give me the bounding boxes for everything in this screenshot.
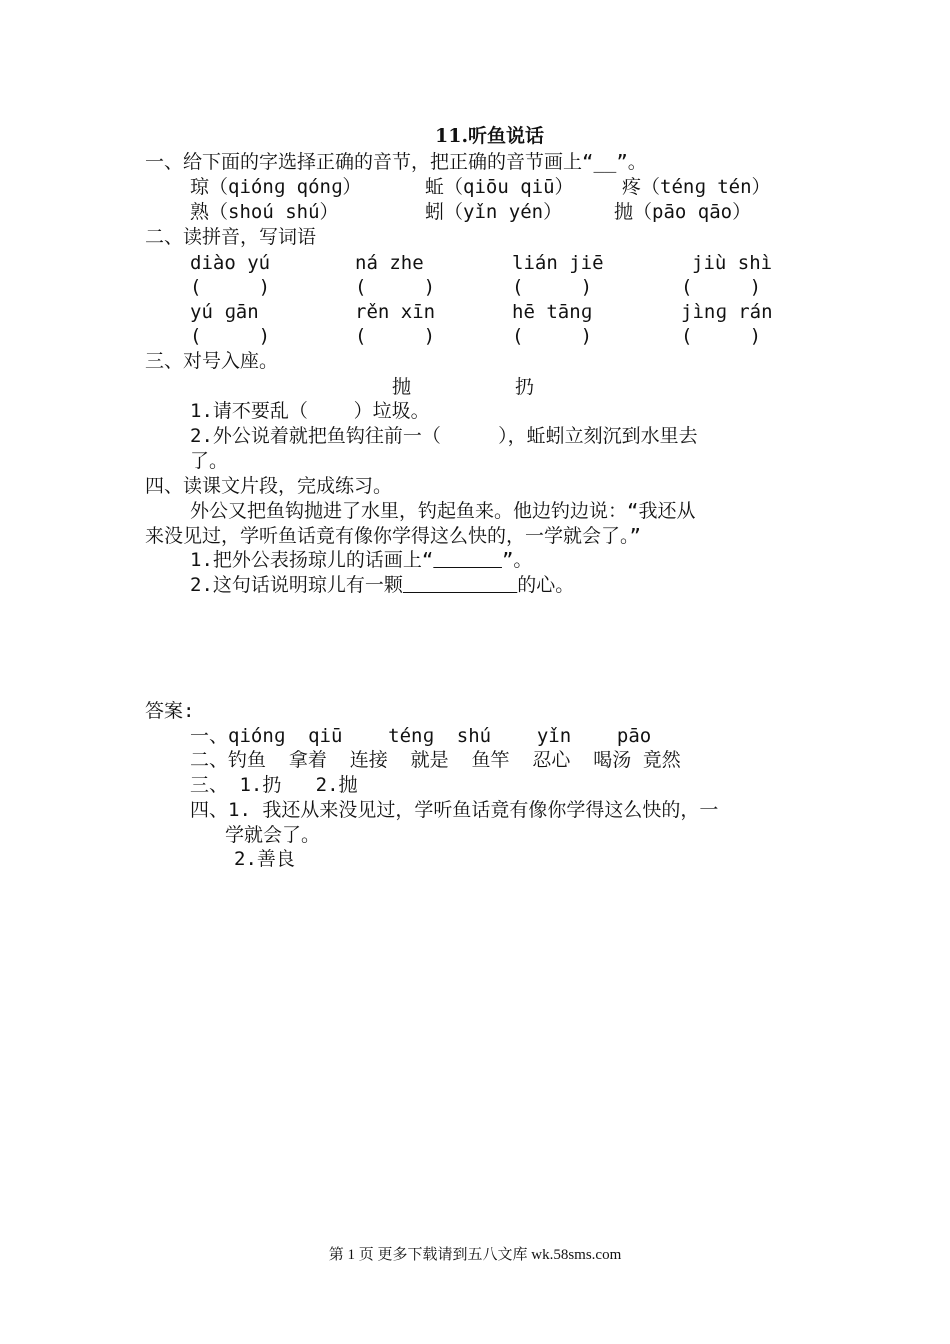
answer-blank: ( ) xyxy=(190,276,271,298)
pinyin-item: rěn xīn xyxy=(355,301,436,323)
answer-blank: ( ) xyxy=(355,325,436,347)
pinyin-item: yú ɡān xyxy=(190,301,259,323)
pinyin-item: jiù shì xyxy=(692,252,773,274)
s1-item: 熟（shoú shú） xyxy=(190,201,339,223)
s1-item: 抛（pāo qāo） xyxy=(614,201,752,223)
question: 2.外公说着就把鱼钩往前一（ ），蚯蚓立刻沉到水里去 xyxy=(190,425,698,447)
pinyin-item: diào yú xyxy=(190,252,271,274)
pinyin-item: hē tānɡ xyxy=(512,301,593,323)
page-title: 11.听鱼说话 xyxy=(435,125,545,147)
section-2-heading: 二、读拼音，写词语 xyxy=(145,226,317,248)
underline-blank xyxy=(433,549,502,571)
question: 1.请不要乱（ ）垃圾。 xyxy=(190,400,430,422)
answer-blank: ( ) xyxy=(681,325,762,347)
answer-blank: ( ) xyxy=(190,325,271,347)
underline-blank xyxy=(403,574,517,596)
answer-line: 2.善良 xyxy=(234,848,295,870)
answer-line: 三、 1.扔 2.抛 xyxy=(190,774,358,796)
s1-item: 疼（ténɡ tén） xyxy=(622,176,771,198)
section-3-heading: 三、对号入座。 xyxy=(145,350,279,372)
s1-item: 蚓（yǐn yén） xyxy=(425,201,563,223)
answer-blank: ( ) xyxy=(512,325,593,347)
page-footer: 第 1 页 更多下载请到五八文库 wk.58sms.com xyxy=(328,1247,622,1263)
answer-blank: ( ) xyxy=(512,276,593,298)
answer-line: 学就会了。 xyxy=(225,824,321,846)
pinyin-item: jìnɡ rán xyxy=(681,301,773,323)
word-option: 抛 xyxy=(392,376,412,398)
question-continuation: 了。 xyxy=(190,450,229,472)
section-4-heading: 四、读课文片段，完成练习。 xyxy=(145,475,393,497)
s1-item: 蚯（qiōu qiū） xyxy=(425,176,574,198)
answer-line: 一、qiónɡ qiū ténɡ shú yǐn pāo xyxy=(190,725,652,747)
question: 1.把外公表扬琼儿的话画上“ ”。 xyxy=(190,549,533,571)
pinyin-item: ná zhe xyxy=(355,252,424,274)
passage-line: 来没见过，学听鱼话竟有像你学得这么快的，一学就会了。” xyxy=(145,525,641,547)
s1-item: 琼（qiónɡ qónɡ） xyxy=(190,176,362,198)
answers-label: 答案: xyxy=(145,700,195,722)
answer-blank: ( ) xyxy=(681,276,762,298)
question: 2.这句话说明琼儿有一颗 的心。 xyxy=(190,574,575,596)
passage-line: 外公又把鱼钩抛进了水里，钓起鱼来。他边钓边说：“我还从 xyxy=(190,500,696,522)
pinyin-item: lián jiē xyxy=(512,252,604,274)
answer-blank: ( ) xyxy=(355,276,436,298)
section-1-heading: 一、给下面的字选择正确的音节，把正确的音节画上“__”。 xyxy=(145,151,647,173)
answer-line: 二、钓鱼 拿着 连接 就是 鱼竿 忍心 喝汤 竟然 xyxy=(190,749,681,771)
word-option: 扔 xyxy=(515,376,535,398)
answer-line: 四、1. 我还从来没见过，学听鱼话竟有像你学得这么快的，一 xyxy=(190,799,719,821)
